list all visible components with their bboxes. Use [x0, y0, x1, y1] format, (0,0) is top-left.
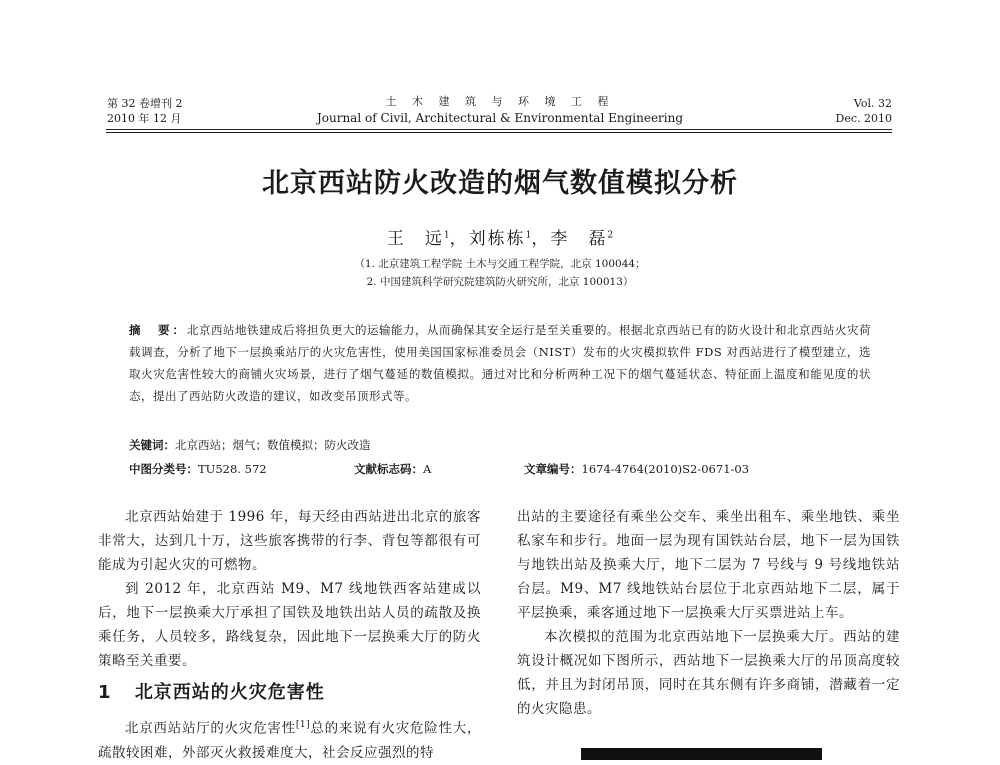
article-label: 文章编号： [524, 462, 582, 476]
header-volume-en-block [836, 96, 892, 126]
section-number: 1 [98, 682, 112, 703]
doc-value: A [423, 462, 432, 476]
affiliation-block [0, 255, 1000, 291]
keywords-text: 北京西站；烟气；数值模拟；防火改造 [175, 438, 371, 452]
header-rule-thick [106, 129, 892, 130]
article-number [524, 458, 749, 480]
figure-image-top-edge [581, 748, 822, 760]
author-affil-mark: 1 [525, 230, 532, 241]
header-date-en: Dec. 2010 [835, 112, 892, 125]
header-rule-thin [106, 132, 892, 133]
author-affil-mark: 2 [607, 230, 614, 241]
keywords [129, 434, 371, 456]
abstract [129, 319, 871, 407]
abstract-label: 摘 要： [129, 323, 187, 337]
section-title: 北京西站的火灾危害性 [134, 682, 325, 703]
citation-ref: [1] [295, 720, 311, 730]
doc-label: 文献标志码： [354, 462, 423, 476]
body-paragraph: 出站的主要途径有乘坐公交车、乘坐出租车、乘坐地铁、乘坐私家车和步行。地面一层为现有国铁站台层，地下一层为国铁与地铁出站及换乘大厅，地下二层为 7 号线与 9 号线地铁站台层。M9、M7 线地铁站台层位于北京西站地下二层，属于平层换乘，乘客通过地下一层换乘大厅买票进站上车。 [517, 509, 900, 621]
header-date-cn: 2010 年 12 月 [107, 112, 182, 125]
body-column-left [98, 505, 481, 673]
author-name: ，刘栋栋 [449, 229, 526, 249]
paper-title: 北京西站防火改造的烟气数值模拟分析 [262, 168, 738, 199]
clc-label: 中图分类号： [129, 462, 198, 476]
header-volume-cn: 第 32 卷增刊 2 [107, 97, 183, 110]
section-heading [98, 678, 325, 704]
header-volume-en: Vol. 32 [853, 97, 892, 110]
author-affil-mark: 1 [443, 230, 450, 241]
author-name: ，李 磊 [531, 229, 608, 249]
clc-number [129, 458, 267, 480]
header-journal-en: Journal of Civil, Architectural & Environmental Engineering [316, 111, 684, 125]
body-text: 北京西站站厅的火灾危害性 [125, 720, 296, 737]
doc-code [354, 458, 431, 480]
keywords-label: 关键词： [129, 438, 175, 452]
affiliation-line: （1. 北京建筑工程学院 土木与交通工程学院，北京 100044； [354, 258, 646, 270]
body-paragraph: 本次模拟的范围为北京西站地下一层换乘大厅。西站的建筑设计概况如下图所示，西站地下一层换乘大厅的吊顶高度较低，并且为封闭吊顶，同时在其东侧有许多商铺，潜藏着一定的火灾隐患。 [517, 629, 900, 717]
author-name: 王 远 [386, 229, 444, 249]
body-paragraph: 北京西站始建于 1996 年，每天经由西站进出北京的旅客非常大，达到几十万，这些旅客携带的行李、背包等都很有可能成为引起火灾的可燃物。 [98, 509, 481, 573]
body-text: 总的来说有火灾危险性大，疏散较困难，外部灭火救援难度大，社会反应强烈的特 [98, 720, 481, 761]
body-column-right [517, 505, 900, 721]
affiliation-line: 2. 中国建筑科学研究院建筑防火研究所，北京 100013） [366, 276, 634, 288]
body-paragraph [98, 713, 481, 765]
header-journal-cn: 土 木 建 筑 与 环 境 工 程 [385, 95, 615, 108]
body-column-left-continued [98, 713, 481, 765]
clc-value: TU528. 572 [198, 462, 267, 476]
abstract-text: 北京西站地铁建成后将担负更大的运输能力，从而确保其安全运行是至关重要的。根据北京西站已有的防火设计和北京西站火灾荷载调查，分析了地下一层换乘站厅的火灾危害性，使用美国国家标准委员会（NIST）发布的火灾模拟软件 FDS 对西站进行了模型建立，选取火灾危害性较大的商铺火灾场景，进行了烟气蔓延的数值模拟。通过对比和分析两种工况下的烟气蔓延状态、特征面上温度和能见度的状态，提出了西站防火改造的建议，如改变吊顶形式等。 [129, 323, 871, 403]
author-list [0, 224, 1000, 249]
body-paragraph: 到 2012 年，北京西站 M9、M7 线地铁西客站建成以后，地下一层换乘大厅承担了国铁及地铁出站人员的疏散及换乘任务，人员较多，路线复杂，因此地下一层换乘大厅的防火策略至关重要。 [98, 581, 481, 669]
article-value: 1674-4764(2010)S2-0671-03 [581, 462, 750, 476]
